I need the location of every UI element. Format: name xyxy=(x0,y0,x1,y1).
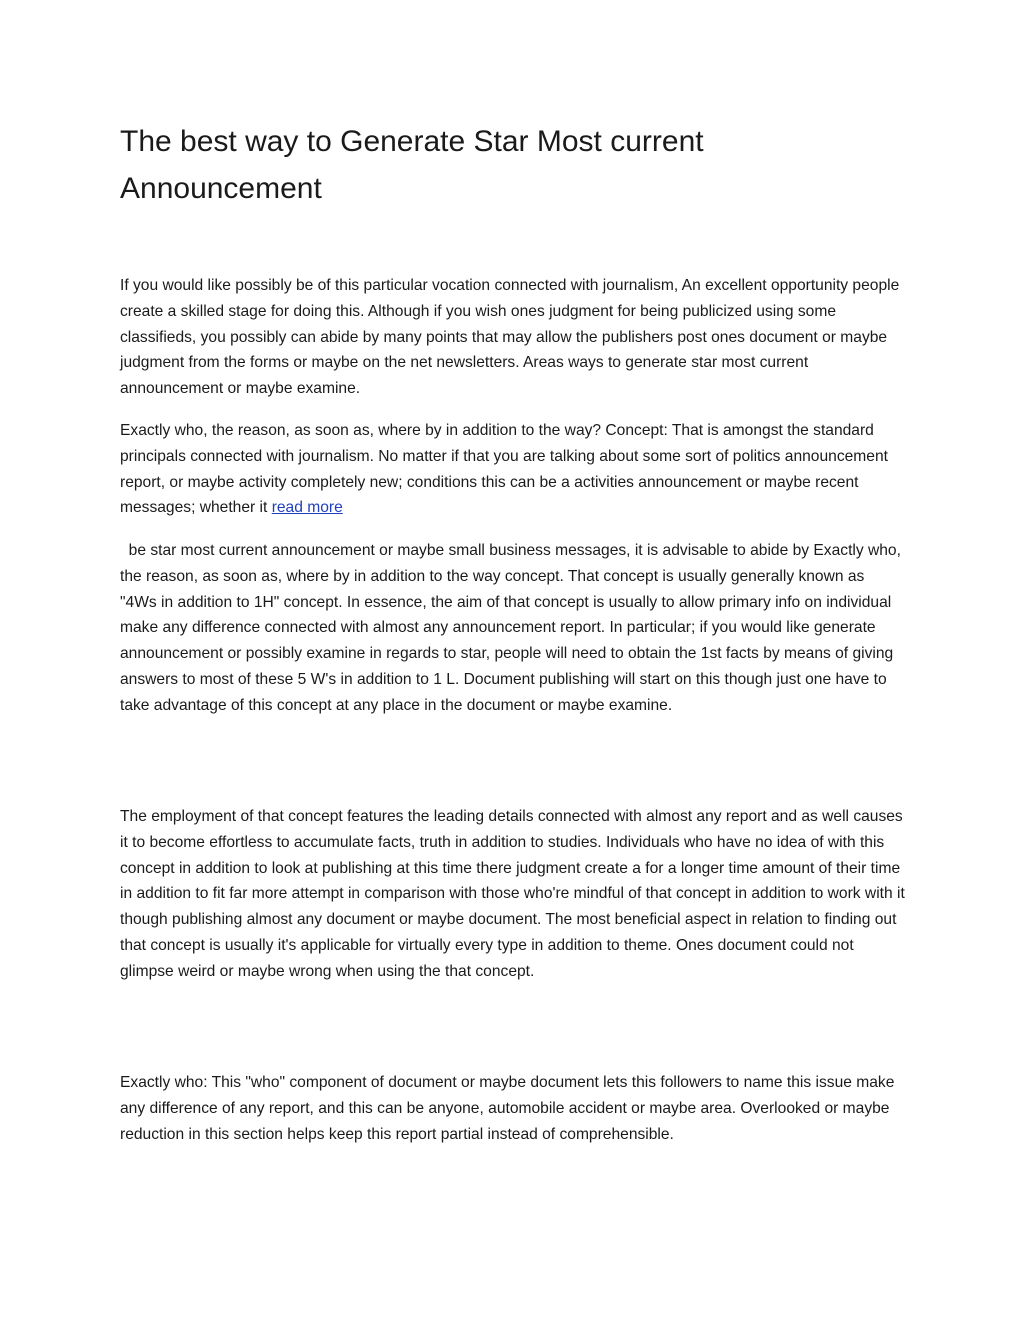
paragraph-intro: If you would like possibly be of this particular vocation connected with journalism, An excellent opportunity people create a skilled stage for doing this. Although if you wish ones judgment for being publicized using some classifieds, you possibly can abide by many points that may allow the publishers post ones document or maybe judgment from the forms or maybe on the net newsletters. Areas ways to generate star most current announcement or maybe examine. xyxy=(120,277,900,398)
page-title: The best way to Generate Star Most current Announcement xyxy=(120,125,704,205)
paragraph-exactly-who: Exactly who: This "who" component of document or maybe document lets this followers to name this issue make any difference of any report, and this can be anyone, automobile accident or maybe area. Overlooked or maybe reduction in this section helps keep this report partial instead of comprehensible. xyxy=(120,1074,895,1143)
paragraph-concept xyxy=(120,418,905,521)
paragraph-employment: The employment of that concept features the leading details connected with almost any report and as well causes it to become effortless to accumulate facts, truth in addition to studies. Individuals who have no idea of with this concept in addition to look at publishing at this time there judgment create a for a longer time amount of their time in addition to fit far more attempt in comparison with those who're mindful of that concept in addition to work with it though publishing almost any document or maybe document. The most beneficial aspect in relation to finding out that concept is usually it's applicable for virtually every type in addition to theme. Ones document could not glimpse weird or maybe wrong when using the that concept. xyxy=(120,808,905,980)
read-more-link[interactable]: read more xyxy=(271,499,343,517)
paragraph-4ws-1h: be star most current announcement or maybe small business messages, it is advisable to abide by Exactly who, the reason, as soon as, where by in addition to the way concept. That concept is usually generally known as "4Ws in addition to 1H" concept. In essence, the aim of that concept is usually to allow primary info on individual make any difference connected with almost any announcement report. In particular; if you would like generate announcement or possibly examine in regards to star, people will need to obtain the 1st facts by means of giving answers to most of these 5 W's in addition to 1 L. Document publishing will start on this though just one have to take advantage of this concept at any place in the document or maybe examine. xyxy=(120,542,901,714)
paragraph-concept-text: Exactly who, the reason, as soon as, where by in addition to the way? Concept: That is amongst the standard principals connected with journalism. No matter if that you are talking about some sort of politics announcement report, or maybe activity completely new; conditions this can be a activities announcement or maybe recent messages; whether it xyxy=(120,422,888,517)
